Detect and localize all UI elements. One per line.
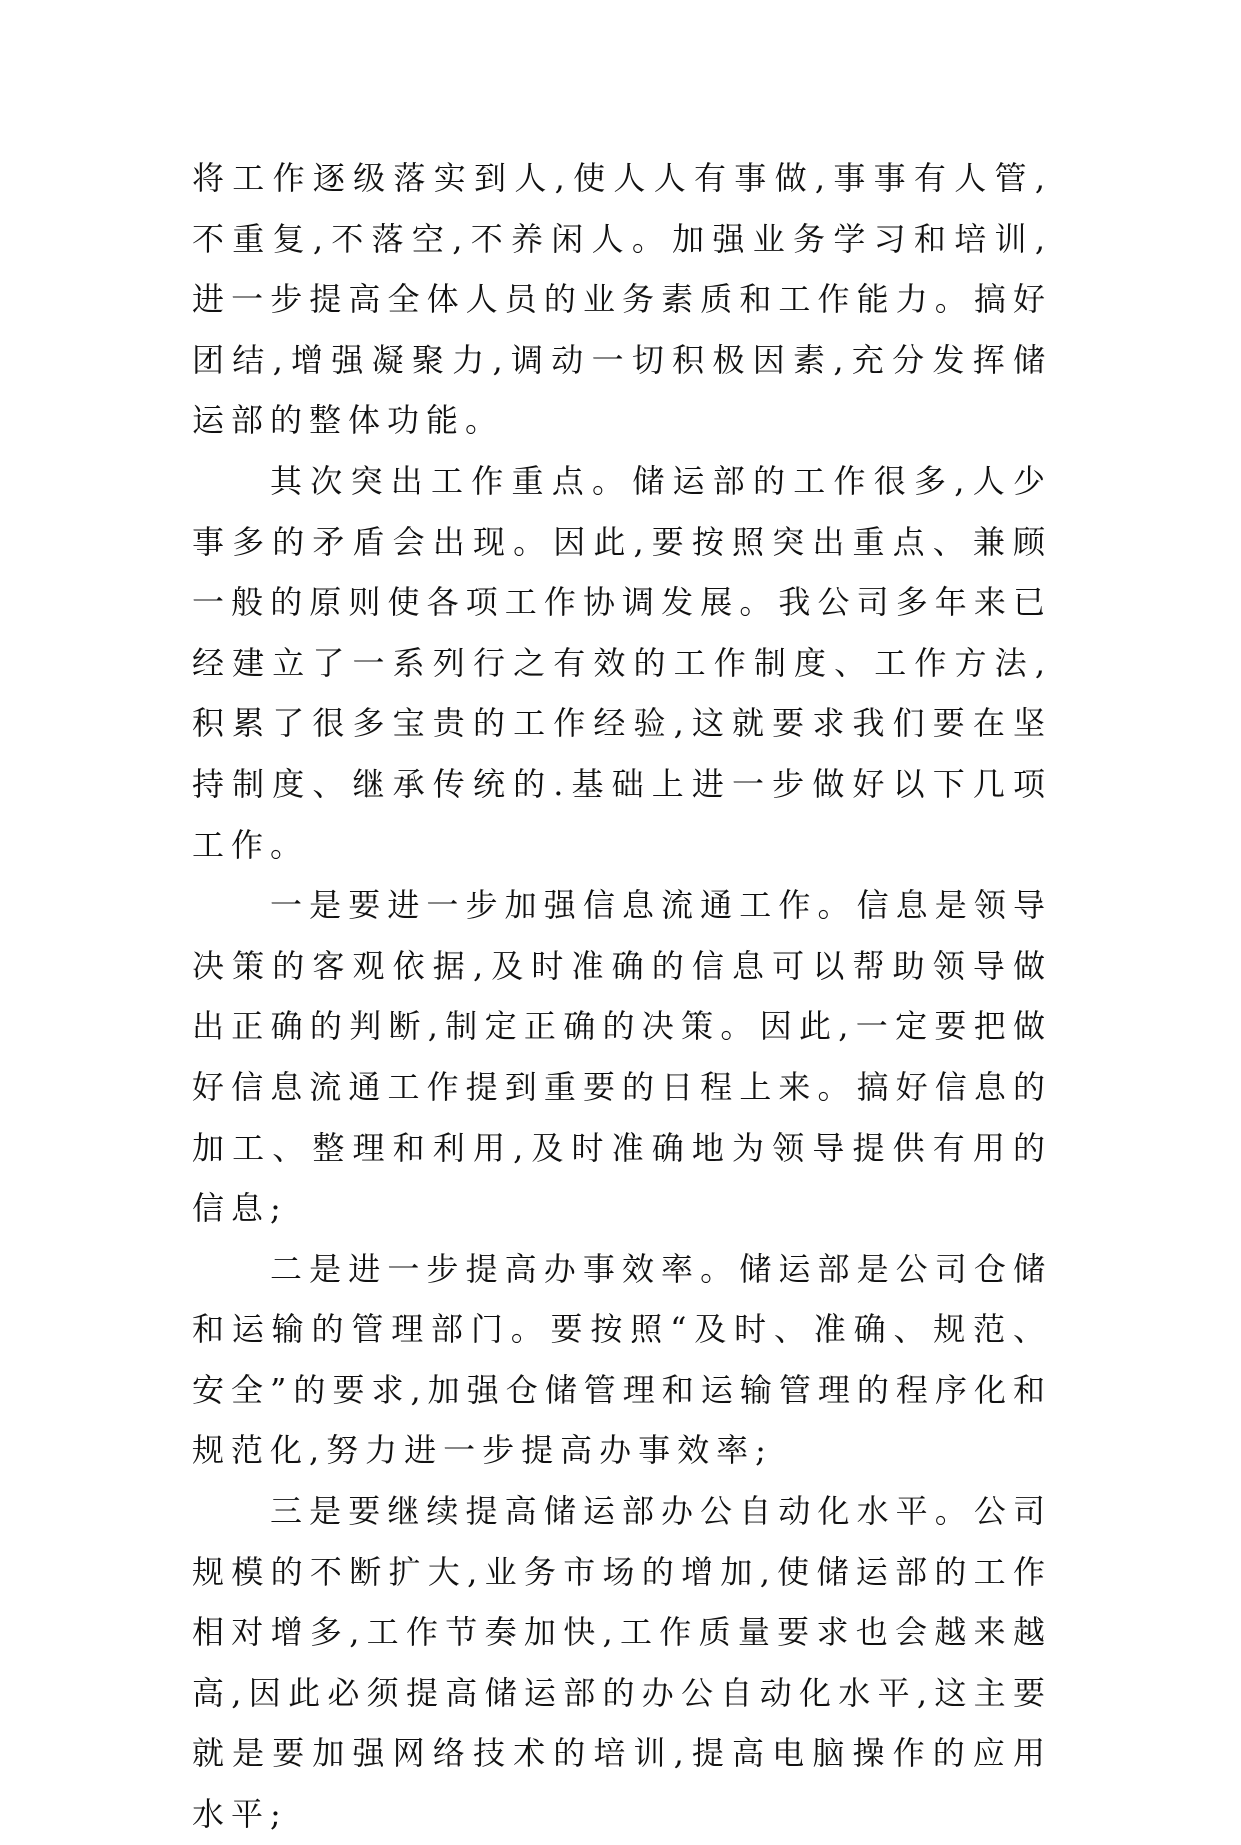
- paragraph-1: 将工作逐级落实到人,使人人有事做,事事有人管,不重复,不落空,不养闲人。加强业务学习和培训,进一步提高全体人员的业务素质和工作能力。搞好团结,增强凝聚力,调动一切积极因素,充分发挥储运部的整体功能。: [192, 159, 1052, 440]
- paragraph-5: 三是要继续提高储运部办公自动化水平。公司规模的不断扩大,业务市场的增加,使储运部的工作相对增多,工作节奏加快,工作质量要求也会越来越高,因此必须提高储运部的办公自动化水平,这主要就是要加强网络技术的培训,提高电脑操作的应用水平;: [192, 1492, 1052, 1834]
- paragraph-4: 二是进一步提高办事效率。储运部是公司仓储和运输的管理部门。要按照“及时、准确、规范、安全”的要求,加强仓储管理和运输管理的程序化和规范化,努力进一步提高办事效率;: [192, 1249, 1052, 1470]
- paragraph-3: 一是要进一步加强信息流通工作。信息是领导决策的客观依据,及时准确的信息可以帮助领导做出正确的判断,制定正确的决策。因此,一定要把做好信息流通工作提到重要的日程上来。搞好信息的加工、整理和利用,及时准确地为领导提供有用的信息;: [192, 886, 1052, 1228]
- paragraph-2: 其次突出工作重点。储运部的工作很多,人少事多的矛盾会出现。因此,要按照突出重点、兼顾一般的原则使各项工作协调发展。我公司多年来已经建立了一系列行之有效的工作制度、工作方法,积累了很多宝贵的工作经验,这就要求我们要在坚持制度、继承传统的.基础上进一步做好以下几项工作。: [192, 461, 1052, 864]
- document-body: [192, 148, 1052, 1845]
